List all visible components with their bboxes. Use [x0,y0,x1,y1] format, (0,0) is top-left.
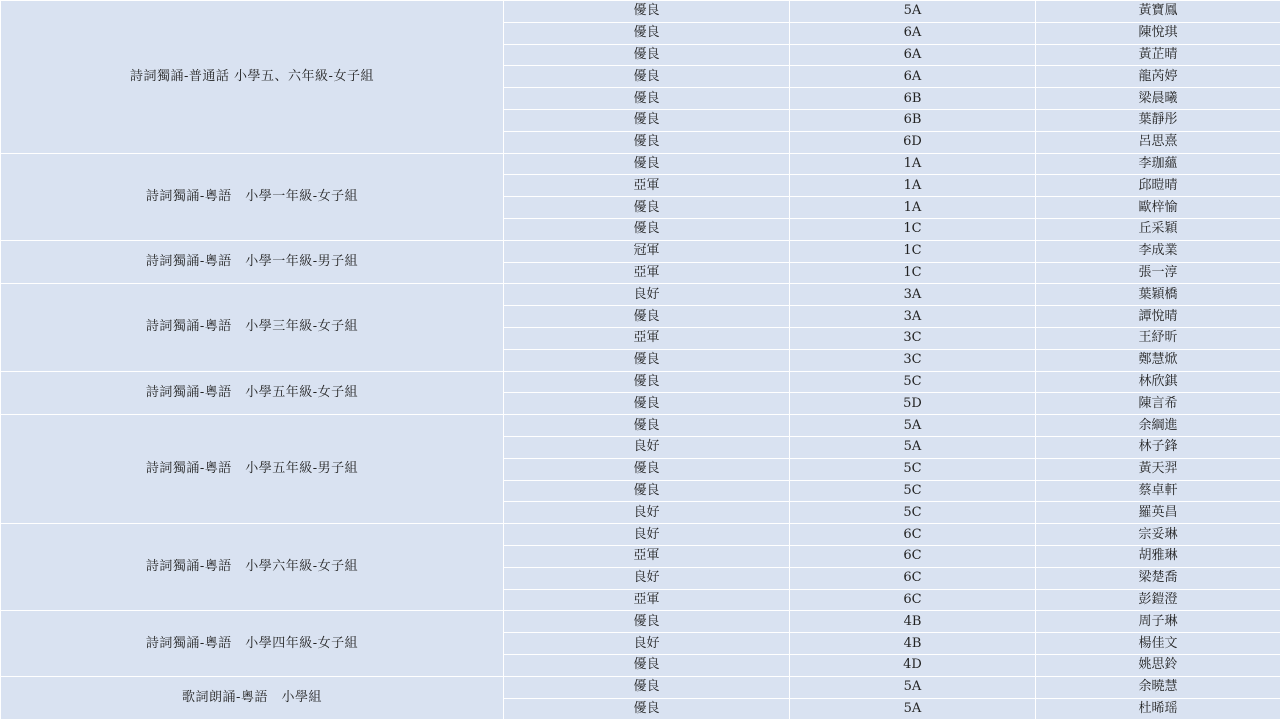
class-cell: 4D [790,654,1036,676]
class-cell: 3C [790,327,1036,349]
student-name-cell: 黃天羿 [1036,458,1280,480]
class-cell: 5C [790,458,1036,480]
award-cell: 優良 [504,153,790,175]
class-cell: 6C [790,589,1036,611]
table-row [1,240,1280,262]
class-cell: 1A [790,175,1036,197]
award-cell: 良好 [504,633,790,655]
award-cell: 良好 [504,284,790,306]
award-cell: 良好 [504,524,790,546]
class-cell: 5A [790,1,1036,23]
student-name-cell: 黃芷晴 [1036,44,1280,66]
student-name-cell: 彭鎧澄 [1036,589,1280,611]
student-name-cell: 梁楚喬 [1036,567,1280,589]
award-cell: 優良 [504,458,790,480]
student-name-cell: 葉穎橋 [1036,284,1280,306]
table-row [1,676,1280,698]
student-name-cell: 黃寶鳳 [1036,1,1280,23]
class-cell: 1C [790,218,1036,240]
student-name-cell: 歐梓愉 [1036,197,1280,219]
student-name-cell: 陳悅琪 [1036,22,1280,44]
student-name-cell: 宗妥琳 [1036,524,1280,546]
student-name-cell: 丘采穎 [1036,218,1280,240]
award-cell: 優良 [504,306,790,328]
student-name-cell: 蔡卓軒 [1036,480,1280,502]
class-cell: 3C [790,349,1036,371]
category-cell: 詩詞獨誦-粵語 小學三年級-女子組 [1,284,504,371]
class-cell: 5C [790,371,1036,393]
table-row [1,153,1280,175]
category-cell: 詩詞獨誦-粵語 小學四年級-女子組 [1,611,504,676]
award-cell: 優良 [504,654,790,676]
table-row [1,371,1280,393]
student-name-cell: 周子琳 [1036,611,1280,633]
award-cell: 優良 [504,480,790,502]
award-cell: 良好 [504,502,790,524]
award-cell: 優良 [504,131,790,153]
award-cell: 優良 [504,66,790,88]
category-cell: 詩詞獨誦-粵語 小學五年級-男子組 [1,415,504,524]
award-cell: 優良 [504,611,790,633]
award-cell: 優良 [504,109,790,131]
student-name-cell: 楊佳文 [1036,633,1280,655]
student-name-cell: 梁晨曦 [1036,88,1280,110]
student-name-cell: 陳言希 [1036,393,1280,415]
award-cell: 優良 [504,197,790,219]
class-cell: 5D [790,393,1036,415]
student-name-cell: 龍芮婷 [1036,66,1280,88]
table-row [1,284,1280,306]
class-cell: 6B [790,109,1036,131]
student-name-cell: 余曉慧 [1036,676,1280,698]
category-cell: 詩詞獨誦-粵語 小學一年級-女子組 [1,153,504,240]
award-cell: 良好 [504,567,790,589]
award-cell: 良好 [504,436,790,458]
student-name-cell: 林欣錤 [1036,371,1280,393]
class-cell: 1A [790,197,1036,219]
class-cell: 4B [790,633,1036,655]
student-name-cell: 杜晞瑶 [1036,698,1280,720]
class-cell: 1C [790,262,1036,284]
table-row [1,524,1280,546]
award-cell: 優良 [504,22,790,44]
award-cell: 優良 [504,44,790,66]
student-name-cell: 譚悅晴 [1036,306,1280,328]
award-cell: 優良 [504,1,790,23]
student-name-cell: 胡雅琳 [1036,545,1280,567]
class-cell: 6C [790,524,1036,546]
student-name-cell: 林子鋒 [1036,436,1280,458]
category-cell: 詩詞獨誦-粵語 小學一年級-男子組 [1,240,504,284]
award-cell: 亞軍 [504,262,790,284]
class-cell: 6B [790,88,1036,110]
results-table-body [1,1,1280,720]
award-cell: 優良 [504,676,790,698]
student-name-cell: 呂思熹 [1036,131,1280,153]
class-cell: 3A [790,284,1036,306]
award-cell: 亞軍 [504,327,790,349]
student-name-cell: 葉靜彤 [1036,109,1280,131]
category-cell: 詩詞獨誦-粵語 小學六年級-女子組 [1,524,504,611]
class-cell: 6C [790,567,1036,589]
category-cell: 歌詞朗誦-粵語 小學組 [1,676,504,720]
award-cell: 優良 [504,218,790,240]
student-name-cell: 李珈蘊 [1036,153,1280,175]
class-cell: 1C [790,240,1036,262]
student-name-cell: 王紓昕 [1036,327,1280,349]
student-name-cell: 羅英昌 [1036,502,1280,524]
class-cell: 3A [790,306,1036,328]
student-name-cell: 張一淳 [1036,262,1280,284]
table-row [1,1,1280,23]
class-cell: 6A [790,22,1036,44]
table-row [1,611,1280,633]
award-cell: 優良 [504,88,790,110]
class-cell: 6A [790,66,1036,88]
award-cell: 亞軍 [504,545,790,567]
class-cell: 5C [790,480,1036,502]
award-cell: 優良 [504,415,790,437]
class-cell: 6D [790,131,1036,153]
student-name-cell: 鄭慧焮 [1036,349,1280,371]
class-cell: 5A [790,436,1036,458]
category-cell: 詩詞獨誦-普通話 小學五、六年級-女子組 [1,1,504,154]
award-cell: 優良 [504,349,790,371]
award-cell: 亞軍 [504,589,790,611]
award-cell: 優良 [504,698,790,720]
table-row [1,415,1280,437]
student-name-cell: 余綱進 [1036,415,1280,437]
class-cell: 6A [790,44,1036,66]
student-name-cell: 邱暟晴 [1036,175,1280,197]
award-cell: 優良 [504,393,790,415]
student-name-cell: 姚思鈴 [1036,654,1280,676]
award-cell: 亞軍 [504,175,790,197]
class-cell: 6C [790,545,1036,567]
class-cell: 1A [790,153,1036,175]
student-name-cell: 李成業 [1036,240,1280,262]
award-cell: 優良 [504,371,790,393]
class-cell: 5A [790,698,1036,720]
class-cell: 4B [790,611,1036,633]
award-cell: 冠軍 [504,240,790,262]
class-cell: 5A [790,676,1036,698]
category-cell: 詩詞獨誦-粵語 小學五年級-女子組 [1,371,504,415]
class-cell: 5A [790,415,1036,437]
class-cell: 5C [790,502,1036,524]
